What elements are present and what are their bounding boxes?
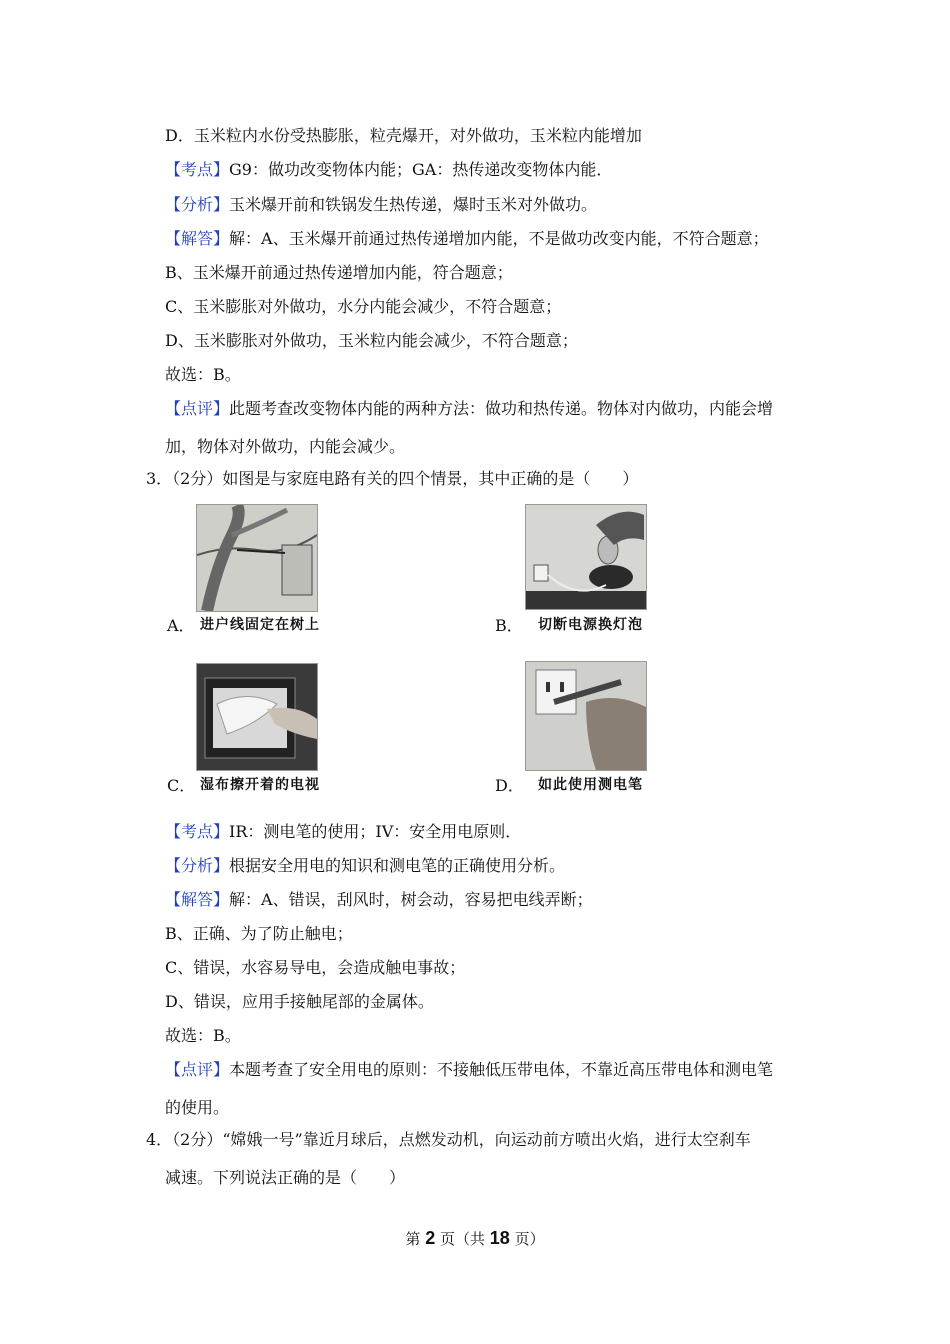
jieda-line: 【解答】解：A、错误，刮风时，树会动，容易把电线弄断； [165,890,593,909]
figure-c-image [196,663,318,771]
question-4-cont: 减速。下列说法正确的是（ ） [165,1168,406,1187]
dianping-line: 【点评】此题考查改变物体内能的两种方法：做功和热传递。物体对内做功，内能会增 [165,399,774,418]
fenxi-line: 【分析】根据安全用电的知识和测电笔的正确使用分析。 [165,856,566,875]
answer-line: B、玉米爆开前通过热传递增加内能，符合题意； [165,263,513,282]
dianping-line: 【点评】本题考查了安全用电的原则：不接触低压带电体，不靠近高压带电体和测电笔 [165,1060,774,1079]
option-d-line: D．玉米粒内水份受热膨胀，粒壳爆开，对外做功，玉米粒内能增加 [165,126,642,145]
fenxi-line: 【分析】玉米爆开前和铁锅发生热传递，爆时玉米对外做功。 [165,195,598,214]
tag-kaodian: 【考点】 [165,160,230,179]
dianping-line: 的使用。 [165,1098,230,1117]
answer-line: D、错误，应用手接触尾部的金属体。 [165,992,434,1011]
dianping-line: 加，物体对外做功，内能会减少。 [165,437,406,456]
tag-fenxi: 【分析】 [165,856,230,875]
question-4: 4．（2分）“嫦娥一号”靠近月球后，点燃发动机，向运动前方喷出火焰，进行太空刹车 [146,1130,751,1149]
figure-d-letter: D． [495,776,524,795]
figure-d-caption: 如此使用测电笔 [538,777,643,793]
answer-line: B、正确、为了防止触电； [165,924,353,943]
tag-kaodian: 【考点】 [165,822,230,841]
kaodian-line: 【考点】IR：测电笔的使用；IV：安全用电原则． [165,822,522,841]
figure-c-caption: 湿布擦开着的电视 [200,777,320,793]
jieda-line: 【解答】解：A、玉米爆开前通过热传递增加内能，不是做功改变内能，不符合题意； [165,229,769,248]
answer-line: 故选：B。 [165,365,241,384]
answer-line: C、玉米膨胀对外做功，水分内能会减少，不符合题意； [165,297,562,316]
page-footer: 第 2 页（共 18 页） [405,1228,545,1248]
tag-dianping: 【点评】 [165,1060,230,1079]
figure-b-letter: B． [495,616,523,635]
tag-fenxi: 【分析】 [165,195,230,214]
question-3: 3．（2分）如图是与家庭电路有关的四个情景，其中正确的是（ ） [146,469,639,488]
tag-jieda: 【解答】 [165,229,230,248]
kaodian-line: 【考点】G9：做功改变物体内能；GA：热传递改变物体内能． [165,160,613,179]
answer-line: C、错误，水容易导电，会造成触电事故； [165,958,466,977]
tag-dianping: 【点评】 [165,399,230,418]
tag-jieda: 【解答】 [165,890,230,909]
page-total: 18 [489,1228,510,1248]
figure-c-letter: C． [167,776,196,795]
answer-line: 故选：B。 [165,1026,241,1045]
figure-a-caption: 进户线固定在树上 [200,617,320,633]
answer-line: D、玉米膨胀对外做功，玉米粒内能会减少，不符合题意； [165,331,578,350]
figure-a-letter: A． [167,616,195,635]
figure-a-image [196,504,318,612]
figure-d-image [525,661,647,771]
figure-b-caption: 切断电源换灯泡 [538,617,643,633]
page-number: 2 [425,1228,436,1248]
figure-b-image [525,504,647,610]
